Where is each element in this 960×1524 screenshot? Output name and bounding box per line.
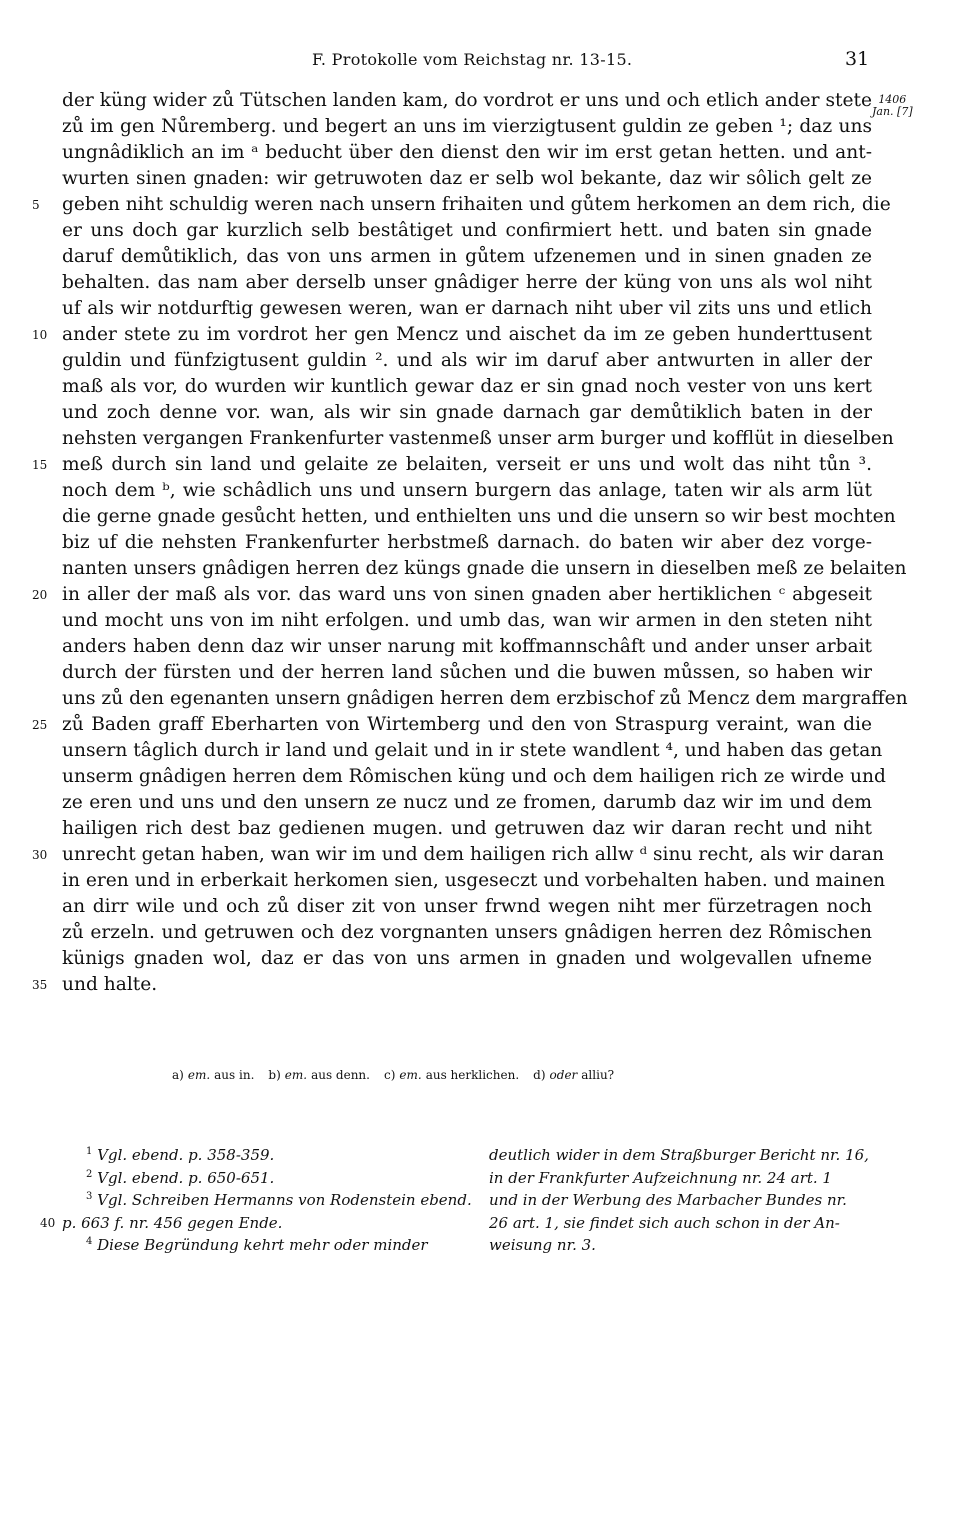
text-line (62, 894, 872, 920)
text-line (62, 400, 872, 426)
line-text: biz uf die nehsten Frankenfurter herbstmeß darnach. do baten wir aber dez vorge- (62, 532, 872, 553)
line-text: behalten. das nam aber derselb unser gnâdiger herre der küng von uns als wol niht (62, 272, 872, 293)
apparatus-reading: aus denn. (311, 1068, 370, 1082)
text-line (62, 790, 872, 816)
footnote-line (62, 1167, 472, 1190)
footnote-continuation-line: und in der Werbung des Marbacher Bundes nr. (489, 1191, 847, 1209)
apparatus-mark: d) (533, 1068, 546, 1082)
text-line (32, 322, 872, 348)
text-line (62, 218, 872, 244)
text-line (62, 478, 872, 504)
page-header (0, 50, 960, 74)
apparatus-entry (268, 1068, 370, 1082)
footnote-body (62, 1236, 428, 1254)
footnote-line (40, 1212, 472, 1235)
text-line (62, 868, 886, 894)
line-text: nanten unsers gnâdigen herren dez küngs gnade die unsern in dieselben meß ze belaiten (62, 558, 907, 579)
apparatus-entry (533, 1068, 614, 1082)
footnote-text: Vgl. ebend. p. 650-651. (97, 1168, 275, 1187)
line-text: anders haben denn daz wir unser narung mit koffmannschâft und ander unser arbait (62, 636, 872, 657)
line-text: daruf demůtiklich, das von uns armen in gůtem ufzenemen und in sinen gnaden ze (62, 246, 872, 267)
text-line (62, 920, 872, 946)
apparatus-reading: alliu? (581, 1068, 615, 1082)
text-line (62, 764, 886, 790)
line-number: 30 (32, 848, 48, 862)
line-text: uns zů den egenanten unsern gnâdigen herren dem erzbischof zů Mencz dem margraffen (62, 688, 908, 709)
footnote-body (62, 1191, 472, 1209)
footnote-mark: 4 (86, 1236, 93, 1247)
footnotes-right-column (489, 1144, 889, 1257)
line-number: 25 (32, 718, 48, 732)
line-text: guldin und fünfzigtusent guldin ². und als wir im daruf aber antwurten in aller der (62, 350, 872, 371)
line-text: künigs gnaden wol, daz er das von uns armen in gnaden und wolgevallen ufneme (62, 948, 872, 969)
text-line (32, 972, 872, 998)
line-text: und zoch denne vor. wan, als wir sin gnade darnach gar demůtiklich baten in der (62, 402, 872, 423)
footnote-line (62, 1144, 472, 1167)
text-line (62, 140, 872, 166)
text-line (62, 608, 872, 634)
apparatus-reading: aus in. (214, 1068, 255, 1082)
footnote-text: Vgl. Schreiben Hermanns von Rodenstein ebend. (97, 1191, 472, 1209)
line-text: ungnâdiklich an im ᵃ beducht über den dienst den wir im erst getan hetten. und ant- (62, 142, 872, 163)
margin-date-note (872, 94, 913, 118)
line-text: meß durch sin land und gelaite ze belaiten, verseit er uns und wolt das niht tůn ³. (62, 454, 872, 475)
line-number: 35 (32, 978, 48, 992)
line-text: in aller der maß als vor. das ward uns von sinen gnaden aber hertiklichen ᶜ abgeseit (62, 584, 872, 605)
page-number: 31 (845, 48, 870, 70)
running-head: F. Protokolle vom Reichstag nr. 13-15. (312, 50, 633, 69)
line-text: ze eren und uns und den unsern ze nucz und ze fromen, darumb daz wir im und dem (62, 792, 872, 813)
apparatus-mark: c) (383, 1068, 396, 1082)
text-line (62, 88, 872, 114)
line-text: geben niht schuldig weren nach unsern frihaiten und gůtem herkomen an dem rich, die (62, 194, 891, 215)
footnote-continuation-line: deutlich wider in dem Straßburger Bericht nr. 16, (489, 1146, 869, 1164)
apparatus-mark: a) (172, 1068, 184, 1082)
text-line (62, 244, 872, 270)
line-text: zů erzeln. und getruwen och dez vorgnanten unsers gnâdigen herren dez Rômischen (62, 922, 872, 943)
text-line (62, 686, 908, 712)
line-number: 40 (40, 1215, 56, 1230)
line-number: 10 (32, 328, 48, 342)
footnote-mark: 1 (86, 1146, 93, 1157)
footnote-text: Vgl. ebend. p. 358-359. (97, 1146, 275, 1164)
apparatus-mark: b) (268, 1068, 281, 1082)
line-text: wurten sinen gnaden: wir getruwoten daz er selb wol bekante, daz wir sôlich gelt ze (62, 168, 872, 189)
line-text: der küng wider zů Tütschen landen kam, do vordrot er uns und och etlich ander stete (62, 90, 872, 111)
margin-year: 1406 (878, 93, 907, 106)
text-line (62, 166, 872, 192)
text-line (62, 114, 872, 140)
footnotes-left-column (40, 1144, 472, 1257)
footnote-body (62, 1169, 274, 1187)
footnote-text: Diese Begründung kehrt mehr oder minder (97, 1236, 428, 1254)
text-line (62, 556, 907, 582)
line-number: 5 (32, 198, 40, 212)
line-text: unserm gnâdigen herren dem Rômischen küng und och dem hailigen rich ze wirde und (62, 766, 886, 787)
line-text: zů im gen Nůremberg. und begert an uns im vierzigtusent guldin ze geben ¹; daz uns (62, 116, 872, 137)
apparatus-note: oder (549, 1068, 578, 1082)
text-line (62, 660, 872, 686)
apparatus-entry (384, 1068, 519, 1082)
apparatus-entry (172, 1068, 254, 1082)
critical-apparatus (172, 1068, 628, 1082)
text-line (32, 452, 872, 478)
line-text: die gerne gnade gesůcht hetten, und enthielten uns und die unsern so wir best mochten (62, 506, 896, 527)
footnote-continuation-line: weisung nr. 3. (489, 1236, 596, 1254)
apparatus-note: em. (399, 1068, 422, 1082)
footnote-line (62, 1189, 472, 1212)
line-text: und halte. (62, 974, 158, 995)
text-line (62, 634, 872, 660)
footnote-body (62, 1146, 274, 1164)
line-text: uf als wir notdurftig gewesen weren, wan er darnach niht uber vil zits uns und etlich (62, 298, 872, 319)
apparatus-note: em. (187, 1068, 211, 1082)
text-line (62, 270, 872, 296)
line-text: hailigen rich dest baz gedienen mugen. und getruwen daz wir daran recht und niht (62, 818, 872, 839)
footnote-text: p. 663 f. nr. 456 gegen Ende. (62, 1213, 283, 1232)
line-text: nehsten vergangen Frankenfurter vastenmeß unser arm burger und kofflüt in dieselben (62, 428, 894, 449)
footnote-body (62, 1214, 282, 1232)
line-text: unrecht getan haben, wan wir im und dem hailigen rich allw ᵈ sinu recht, als wir daran (62, 844, 884, 865)
line-text: zů Baden graff Eberharten von Wirtemberg und den von Straspurg veraint, wan die (62, 714, 872, 735)
text-line (32, 192, 891, 218)
line-text: und mocht uns von im niht erfolgen. und umb das, wan wir armen in den steten niht (62, 610, 872, 631)
text-line (62, 348, 872, 374)
line-text: an dirr wile und och zů diser zit von unser frwnd wegen niht mer fürzetragen noch (62, 896, 872, 917)
line-text: unsern tâglich durch ir land und gelait und in ir stete wandlent ⁴, und haben das getan (62, 740, 883, 761)
apparatus-note: em. (284, 1068, 308, 1082)
text-line (32, 582, 872, 608)
apparatus-reading: aus herklichen. (425, 1068, 520, 1082)
text-line (32, 842, 884, 868)
footnote-mark: 3 (86, 1191, 93, 1202)
text-line (62, 296, 872, 322)
line-number: 20 (32, 588, 48, 602)
line-text: durch der fürsten und der herren land sůchen und die buwen můssen, so haben wir (62, 662, 872, 683)
margin-date: Jan. [7] (872, 105, 913, 118)
text-line (62, 530, 872, 556)
footnote-mark: 2 (86, 1168, 93, 1180)
text-line (32, 712, 872, 738)
text-line (62, 738, 883, 764)
line-text: ander stete zu im vordrot her gen Mencz und aischet da im ze geben hunderttusent (62, 324, 872, 345)
text-line (62, 816, 872, 842)
text-line (62, 504, 896, 530)
footnote-continuation-line: 26 art. 1, sie findet sich auch schon in der An- (489, 1213, 840, 1232)
footnote-continuation-line: in der Frankfurter Aufzeichnung nr. 24 art. 1 (489, 1168, 832, 1187)
line-text: in eren und in erberkait herkomen sien, usgeseczt und vorbehalten haben. und mainen (62, 870, 886, 891)
line-text: er uns doch gar kurzlich selb bestâtiget und confirmiert hett. und baten sin gnade (62, 220, 872, 241)
text-line (62, 426, 894, 452)
line-number: 15 (32, 458, 48, 472)
text-line (62, 946, 872, 972)
line-text: noch dem ᵇ, wie schâdlich uns und unsern burgern das anlage, taten wir als arm lüt (62, 480, 872, 501)
line-text: maß als vor, do wurden wir kuntlich gewar daz er sin gnad noch vester von uns kert (62, 376, 872, 397)
text-line (62, 374, 872, 400)
footnote-line (62, 1234, 472, 1257)
